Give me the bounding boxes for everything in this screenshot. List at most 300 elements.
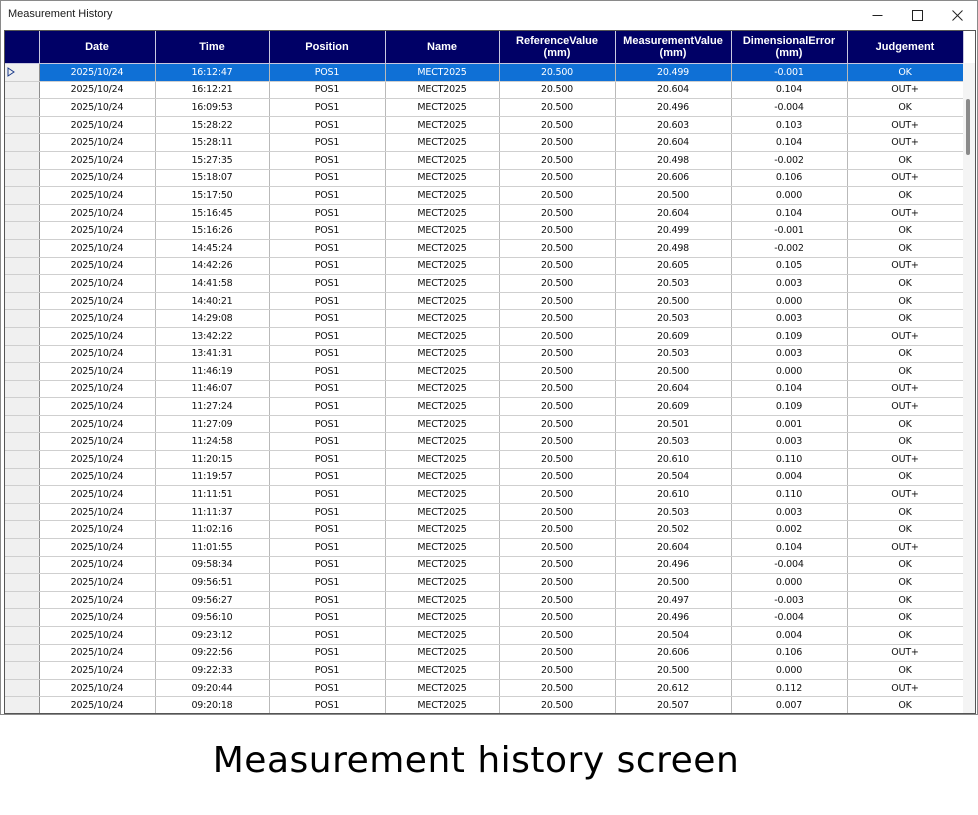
- table-cell[interactable]: 20.500: [499, 292, 615, 310]
- table-cell[interactable]: 0.104: [731, 204, 847, 222]
- table-cell[interactable]: 20.500: [499, 275, 615, 293]
- table-row[interactable]: [5, 627, 963, 645]
- table-cell[interactable]: OK: [847, 187, 963, 205]
- table-cell[interactable]: 2025/10/24: [39, 433, 155, 451]
- row-header[interactable]: [5, 116, 39, 134]
- table-cell[interactable]: OK: [847, 468, 963, 486]
- table-cell[interactable]: 20.500: [499, 169, 615, 187]
- table-cell[interactable]: 09:20:44: [155, 679, 269, 697]
- table-cell[interactable]: 20.501: [615, 415, 731, 433]
- table-cell[interactable]: 2025/10/24: [39, 591, 155, 609]
- table-row[interactable]: [5, 239, 963, 257]
- table-row[interactable]: [5, 345, 963, 363]
- table-cell[interactable]: POS1: [269, 239, 385, 257]
- table-cell[interactable]: 2025/10/24: [39, 345, 155, 363]
- table-cell[interactable]: 11:19:57: [155, 468, 269, 486]
- table-cell[interactable]: 20.497: [615, 591, 731, 609]
- table-cell[interactable]: OUT+: [847, 204, 963, 222]
- table-cell[interactable]: MECT2025: [385, 310, 499, 328]
- history-grid[interactable]: [4, 30, 976, 714]
- table-row[interactable]: [5, 310, 963, 328]
- table-cell[interactable]: 20.496: [615, 609, 731, 627]
- table-cell[interactable]: 2025/10/24: [39, 609, 155, 627]
- table-cell[interactable]: POS1: [269, 539, 385, 557]
- table-row[interactable]: [5, 539, 963, 557]
- row-header[interactable]: [5, 415, 39, 433]
- table-cell[interactable]: MECT2025: [385, 433, 499, 451]
- table-row[interactable]: [5, 257, 963, 275]
- table-cell[interactable]: 20.499: [615, 222, 731, 240]
- maximize-button[interactable]: [897, 1, 937, 29]
- table-cell[interactable]: 20.500: [499, 204, 615, 222]
- table-cell[interactable]: MECT2025: [385, 151, 499, 169]
- table-cell[interactable]: 11:11:37: [155, 503, 269, 521]
- table-cell[interactable]: POS1: [269, 187, 385, 205]
- row-header[interactable]: [5, 609, 39, 627]
- table-cell[interactable]: OUT+: [847, 539, 963, 557]
- table-cell[interactable]: 2025/10/24: [39, 64, 155, 82]
- table-cell[interactable]: MECT2025: [385, 363, 499, 381]
- table-cell[interactable]: 20.610: [615, 486, 731, 504]
- table-cell[interactable]: 20.500: [615, 574, 731, 592]
- table-cell[interactable]: 0.003: [731, 503, 847, 521]
- table-cell[interactable]: 20.500: [499, 503, 615, 521]
- close-button[interactable]: [937, 1, 977, 29]
- table-cell[interactable]: 09:20:18: [155, 697, 269, 714]
- table-cell[interactable]: 20.500: [499, 64, 615, 82]
- table-cell[interactable]: MECT2025: [385, 609, 499, 627]
- table-cell[interactable]: 16:12:47: [155, 64, 269, 82]
- table-cell[interactable]: 11:20:15: [155, 451, 269, 469]
- table-cell[interactable]: MECT2025: [385, 169, 499, 187]
- table-cell[interactable]: 20.500: [499, 486, 615, 504]
- row-header[interactable]: [5, 627, 39, 645]
- table-cell[interactable]: POS1: [269, 627, 385, 645]
- table-cell[interactable]: POS1: [269, 503, 385, 521]
- row-header[interactable]: [5, 486, 39, 504]
- table-cell[interactable]: 20.500: [499, 398, 615, 416]
- table-cell[interactable]: 20.500: [499, 151, 615, 169]
- row-header[interactable]: [5, 292, 39, 310]
- table-cell[interactable]: 11:02:16: [155, 521, 269, 539]
- table-cell[interactable]: 20.500: [499, 627, 615, 645]
- row-header[interactable]: [5, 99, 39, 117]
- row-header[interactable]: [5, 327, 39, 345]
- table-cell[interactable]: OK: [847, 363, 963, 381]
- minimize-button[interactable]: [857, 1, 897, 29]
- table-cell[interactable]: 11:24:58: [155, 433, 269, 451]
- table-row[interactable]: [5, 327, 963, 345]
- table-row[interactable]: [5, 468, 963, 486]
- table-cell[interactable]: 11:01:55: [155, 539, 269, 557]
- table-cell[interactable]: 20.500: [499, 697, 615, 714]
- table-cell[interactable]: 14:29:08: [155, 310, 269, 328]
- table-cell[interactable]: 20.500: [499, 134, 615, 152]
- table-cell[interactable]: 20.609: [615, 398, 731, 416]
- table-cell[interactable]: OK: [847, 239, 963, 257]
- column-header[interactable]: [731, 31, 847, 64]
- table-cell[interactable]: MECT2025: [385, 539, 499, 557]
- table-cell[interactable]: 20.610: [615, 451, 731, 469]
- table-cell[interactable]: MECT2025: [385, 380, 499, 398]
- table-cell[interactable]: MECT2025: [385, 468, 499, 486]
- table-row[interactable]: [5, 556, 963, 574]
- table-cell[interactable]: -0.001: [731, 222, 847, 240]
- table-cell[interactable]: 2025/10/24: [39, 451, 155, 469]
- table-cell[interactable]: 13:42:22: [155, 327, 269, 345]
- table-cell[interactable]: 20.500: [499, 380, 615, 398]
- table-cell[interactable]: POS1: [269, 662, 385, 680]
- row-header[interactable]: [5, 662, 39, 680]
- table-cell[interactable]: MECT2025: [385, 116, 499, 134]
- table-cell[interactable]: 20.500: [499, 187, 615, 205]
- table-cell[interactable]: OUT+: [847, 116, 963, 134]
- table-cell[interactable]: 20.503: [615, 433, 731, 451]
- table-cell[interactable]: 0.104: [731, 539, 847, 557]
- table-cell[interactable]: 20.504: [615, 468, 731, 486]
- table-cell[interactable]: 20.500: [499, 644, 615, 662]
- row-header[interactable]: [5, 257, 39, 275]
- table-cell[interactable]: MECT2025: [385, 257, 499, 275]
- table-cell[interactable]: 20.500: [499, 433, 615, 451]
- table-cell[interactable]: 2025/10/24: [39, 363, 155, 381]
- table-cell[interactable]: 20.499: [615, 64, 731, 82]
- column-header[interactable]: [269, 31, 385, 64]
- table-cell[interactable]: MECT2025: [385, 134, 499, 152]
- table-cell[interactable]: MECT2025: [385, 64, 499, 82]
- table-cell[interactable]: POS1: [269, 398, 385, 416]
- table-cell[interactable]: POS1: [269, 64, 385, 82]
- table-cell[interactable]: MECT2025: [385, 415, 499, 433]
- table-cell[interactable]: POS1: [269, 574, 385, 592]
- table-row[interactable]: [5, 486, 963, 504]
- table-cell[interactable]: -0.004: [731, 99, 847, 117]
- table-row[interactable]: [5, 134, 963, 152]
- table-cell[interactable]: 20.606: [615, 169, 731, 187]
- table-cell[interactable]: 0.001: [731, 415, 847, 433]
- table-row[interactable]: [5, 187, 963, 205]
- table-cell[interactable]: MECT2025: [385, 451, 499, 469]
- table-cell[interactable]: 0.110: [731, 486, 847, 504]
- column-header[interactable]: [615, 31, 731, 64]
- table-cell[interactable]: OUT+: [847, 486, 963, 504]
- table-cell[interactable]: 20.500: [499, 239, 615, 257]
- table-cell[interactable]: -0.002: [731, 239, 847, 257]
- table-cell[interactable]: POS1: [269, 292, 385, 310]
- table-cell[interactable]: POS1: [269, 468, 385, 486]
- table-cell[interactable]: 20.500: [499, 327, 615, 345]
- table-cell[interactable]: 09:58:34: [155, 556, 269, 574]
- table-cell[interactable]: OK: [847, 697, 963, 714]
- table-cell[interactable]: POS1: [269, 697, 385, 714]
- table-row[interactable]: [5, 204, 963, 222]
- table-cell[interactable]: -0.002: [731, 151, 847, 169]
- table-cell[interactable]: OUT+: [847, 327, 963, 345]
- table-cell[interactable]: 20.500: [615, 363, 731, 381]
- row-header[interactable]: [5, 239, 39, 257]
- table-cell[interactable]: 20.503: [615, 345, 731, 363]
- row-header[interactable]: [5, 151, 39, 169]
- table-cell[interactable]: MECT2025: [385, 398, 499, 416]
- table-cell[interactable]: 20.498: [615, 239, 731, 257]
- table-row[interactable]: [5, 398, 963, 416]
- scrollbar-thumb[interactable]: [966, 99, 970, 155]
- table-cell[interactable]: OK: [847, 99, 963, 117]
- table-cell[interactable]: 20.503: [615, 275, 731, 293]
- table-cell[interactable]: 15:27:35: [155, 151, 269, 169]
- table-cell[interactable]: 20.500: [615, 187, 731, 205]
- table-cell[interactable]: 0.003: [731, 310, 847, 328]
- table-cell[interactable]: POS1: [269, 310, 385, 328]
- table-cell[interactable]: POS1: [269, 679, 385, 697]
- table-cell[interactable]: POS1: [269, 116, 385, 134]
- table-cell[interactable]: 20.604: [615, 81, 731, 99]
- table-cell[interactable]: OK: [847, 591, 963, 609]
- table-cell[interactable]: POS1: [269, 591, 385, 609]
- table-cell[interactable]: OK: [847, 503, 963, 521]
- row-header[interactable]: [5, 204, 39, 222]
- table-row[interactable]: [5, 644, 963, 662]
- table-cell[interactable]: 2025/10/24: [39, 222, 155, 240]
- table-cell[interactable]: MECT2025: [385, 697, 499, 714]
- table-cell[interactable]: 0.007: [731, 697, 847, 714]
- table-cell[interactable]: MECT2025: [385, 521, 499, 539]
- table-cell[interactable]: 2025/10/24: [39, 257, 155, 275]
- table-row[interactable]: [5, 64, 963, 82]
- table-cell[interactable]: 0.112: [731, 679, 847, 697]
- row-header[interactable]: [5, 451, 39, 469]
- row-header[interactable]: [5, 644, 39, 662]
- row-header[interactable]: [5, 64, 39, 82]
- table-cell[interactable]: 2025/10/24: [39, 151, 155, 169]
- table-cell[interactable]: 20.609: [615, 327, 731, 345]
- table-cell[interactable]: 0.110: [731, 451, 847, 469]
- table-row[interactable]: [5, 451, 963, 469]
- table-cell[interactable]: POS1: [269, 257, 385, 275]
- table-cell[interactable]: 2025/10/24: [39, 662, 155, 680]
- table-cell[interactable]: 2025/10/24: [39, 275, 155, 293]
- table-cell[interactable]: 11:27:09: [155, 415, 269, 433]
- row-header[interactable]: [5, 380, 39, 398]
- table-cell[interactable]: 15:28:11: [155, 134, 269, 152]
- table-cell[interactable]: 0.106: [731, 169, 847, 187]
- table-cell[interactable]: 09:56:51: [155, 574, 269, 592]
- table-cell[interactable]: OK: [847, 433, 963, 451]
- table-cell[interactable]: 20.500: [499, 609, 615, 627]
- table-cell[interactable]: 2025/10/24: [39, 398, 155, 416]
- table-cell[interactable]: 0.109: [731, 327, 847, 345]
- table-cell[interactable]: MECT2025: [385, 591, 499, 609]
- table-cell[interactable]: 2025/10/24: [39, 539, 155, 557]
- table-cell[interactable]: 20.500: [499, 556, 615, 574]
- table-cell[interactable]: OK: [847, 556, 963, 574]
- row-header[interactable]: [5, 275, 39, 293]
- table-cell[interactable]: 20.500: [499, 591, 615, 609]
- table-cell[interactable]: 2025/10/24: [39, 627, 155, 645]
- table-cell[interactable]: 0.109: [731, 398, 847, 416]
- table-cell[interactable]: 2025/10/24: [39, 204, 155, 222]
- table-cell[interactable]: 20.500: [499, 257, 615, 275]
- vertical-scrollbar[interactable]: [963, 63, 975, 713]
- table-cell[interactable]: 20.500: [499, 345, 615, 363]
- table-cell[interactable]: 0.002: [731, 521, 847, 539]
- table-cell[interactable]: 20.500: [499, 116, 615, 134]
- table-cell[interactable]: 14:42:26: [155, 257, 269, 275]
- table-cell[interactable]: 15:18:07: [155, 169, 269, 187]
- table-cell[interactable]: MECT2025: [385, 222, 499, 240]
- table-cell[interactable]: 2025/10/24: [39, 556, 155, 574]
- table-cell[interactable]: OK: [847, 345, 963, 363]
- table-cell[interactable]: MECT2025: [385, 486, 499, 504]
- table-cell[interactable]: 2025/10/24: [39, 574, 155, 592]
- table-cell[interactable]: 20.504: [615, 627, 731, 645]
- table-row[interactable]: [5, 99, 963, 117]
- table-cell[interactable]: MECT2025: [385, 204, 499, 222]
- table-cell[interactable]: 2025/10/24: [39, 644, 155, 662]
- table-cell[interactable]: 0.003: [731, 345, 847, 363]
- table-cell[interactable]: 20.605: [615, 257, 731, 275]
- table-cell[interactable]: 11:11:51: [155, 486, 269, 504]
- table-cell[interactable]: 2025/10/24: [39, 327, 155, 345]
- table-cell[interactable]: OK: [847, 275, 963, 293]
- row-header[interactable]: [5, 134, 39, 152]
- table-cell[interactable]: 20.496: [615, 99, 731, 117]
- table-cell[interactable]: 2025/10/24: [39, 169, 155, 187]
- table-cell[interactable]: 20.503: [615, 310, 731, 328]
- table-cell[interactable]: POS1: [269, 222, 385, 240]
- table-cell[interactable]: 0.000: [731, 292, 847, 310]
- table-cell[interactable]: OK: [847, 292, 963, 310]
- table-cell[interactable]: OK: [847, 310, 963, 328]
- table-cell[interactable]: OUT+: [847, 380, 963, 398]
- table-cell[interactable]: OUT+: [847, 398, 963, 416]
- table-cell[interactable]: MECT2025: [385, 99, 499, 117]
- table-cell[interactable]: 2025/10/24: [39, 99, 155, 117]
- table-cell[interactable]: 0.004: [731, 627, 847, 645]
- table-cell[interactable]: 20.500: [499, 662, 615, 680]
- table-cell[interactable]: 11:46:19: [155, 363, 269, 381]
- table-cell[interactable]: 2025/10/24: [39, 486, 155, 504]
- table-cell[interactable]: 0.103: [731, 116, 847, 134]
- title-bar[interactable]: [1, 1, 977, 29]
- table-row[interactable]: [5, 521, 963, 539]
- row-header[interactable]: [5, 574, 39, 592]
- table-row[interactable]: [5, 275, 963, 293]
- table-cell[interactable]: 20.603: [615, 116, 731, 134]
- table-cell[interactable]: 20.500: [499, 81, 615, 99]
- table-cell[interactable]: 20.500: [499, 521, 615, 539]
- table-cell[interactable]: 2025/10/24: [39, 503, 155, 521]
- table-row[interactable]: [5, 116, 963, 134]
- row-header[interactable]: [5, 222, 39, 240]
- row-header[interactable]: [5, 345, 39, 363]
- table-cell[interactable]: MECT2025: [385, 239, 499, 257]
- table-cell[interactable]: 15:17:50: [155, 187, 269, 205]
- table-cell[interactable]: 2025/10/24: [39, 679, 155, 697]
- table-cell[interactable]: 20.500: [499, 363, 615, 381]
- row-header[interactable]: [5, 591, 39, 609]
- table-cell[interactable]: POS1: [269, 451, 385, 469]
- row-header[interactable]: [5, 187, 39, 205]
- table-row[interactable]: [5, 363, 963, 381]
- table-cell[interactable]: OK: [847, 151, 963, 169]
- table-cell[interactable]: 0.000: [731, 187, 847, 205]
- table-cell[interactable]: OK: [847, 521, 963, 539]
- table-cell[interactable]: 15:16:26: [155, 222, 269, 240]
- table-cell[interactable]: 0.104: [731, 81, 847, 99]
- table-cell[interactable]: 20.500: [615, 662, 731, 680]
- table-cell[interactable]: 20.500: [499, 539, 615, 557]
- table-row[interactable]: [5, 222, 963, 240]
- row-header[interactable]: [5, 433, 39, 451]
- table-cell[interactable]: 0.003: [731, 275, 847, 293]
- table-cell[interactable]: POS1: [269, 433, 385, 451]
- row-header[interactable]: [5, 310, 39, 328]
- table-cell[interactable]: 0.000: [731, 574, 847, 592]
- table-cell[interactable]: MECT2025: [385, 275, 499, 293]
- table-cell[interactable]: 09:56:10: [155, 609, 269, 627]
- table-cell[interactable]: OUT+: [847, 169, 963, 187]
- table-cell[interactable]: OUT+: [847, 257, 963, 275]
- table-cell[interactable]: 2025/10/24: [39, 697, 155, 714]
- column-header[interactable]: [385, 31, 499, 64]
- table-cell[interactable]: 2025/10/24: [39, 81, 155, 99]
- table-cell[interactable]: POS1: [269, 644, 385, 662]
- table-cell[interactable]: 20.500: [499, 679, 615, 697]
- row-header[interactable]: [5, 363, 39, 381]
- table-cell[interactable]: 2025/10/24: [39, 239, 155, 257]
- table-cell[interactable]: MECT2025: [385, 327, 499, 345]
- table-cell[interactable]: POS1: [269, 99, 385, 117]
- table-cell[interactable]: POS1: [269, 415, 385, 433]
- column-header[interactable]: [499, 31, 615, 64]
- table-cell[interactable]: 2025/10/24: [39, 292, 155, 310]
- table-cell[interactable]: POS1: [269, 169, 385, 187]
- table-cell[interactable]: -0.004: [731, 556, 847, 574]
- table-cell[interactable]: 14:41:58: [155, 275, 269, 293]
- table-cell[interactable]: POS1: [269, 486, 385, 504]
- table-cell[interactable]: OK: [847, 627, 963, 645]
- table-cell[interactable]: MECT2025: [385, 81, 499, 99]
- table-cell[interactable]: OK: [847, 415, 963, 433]
- table-cell[interactable]: -0.004: [731, 609, 847, 627]
- table-cell[interactable]: OK: [847, 222, 963, 240]
- column-header[interactable]: [847, 31, 963, 64]
- table-cell[interactable]: -0.003: [731, 591, 847, 609]
- table-cell[interactable]: 20.500: [499, 468, 615, 486]
- row-header[interactable]: [5, 539, 39, 557]
- table-row[interactable]: [5, 433, 963, 451]
- table-cell[interactable]: POS1: [269, 521, 385, 539]
- table-cell[interactable]: 11:27:24: [155, 398, 269, 416]
- table-cell[interactable]: POS1: [269, 380, 385, 398]
- row-header[interactable]: [5, 556, 39, 574]
- row-header[interactable]: [5, 697, 39, 714]
- table-cell[interactable]: 20.496: [615, 556, 731, 574]
- table-cell[interactable]: 2025/10/24: [39, 134, 155, 152]
- table-cell[interactable]: 16:09:53: [155, 99, 269, 117]
- table-cell[interactable]: 20.498: [615, 151, 731, 169]
- table-cell[interactable]: MECT2025: [385, 574, 499, 592]
- table-cell[interactable]: OUT+: [847, 679, 963, 697]
- table-cell[interactable]: OK: [847, 574, 963, 592]
- table-row[interactable]: [5, 679, 963, 697]
- table-cell[interactable]: MECT2025: [385, 187, 499, 205]
- row-header[interactable]: [5, 81, 39, 99]
- table-cell[interactable]: 20.604: [615, 380, 731, 398]
- table-cell[interactable]: POS1: [269, 556, 385, 574]
- table-row[interactable]: [5, 151, 963, 169]
